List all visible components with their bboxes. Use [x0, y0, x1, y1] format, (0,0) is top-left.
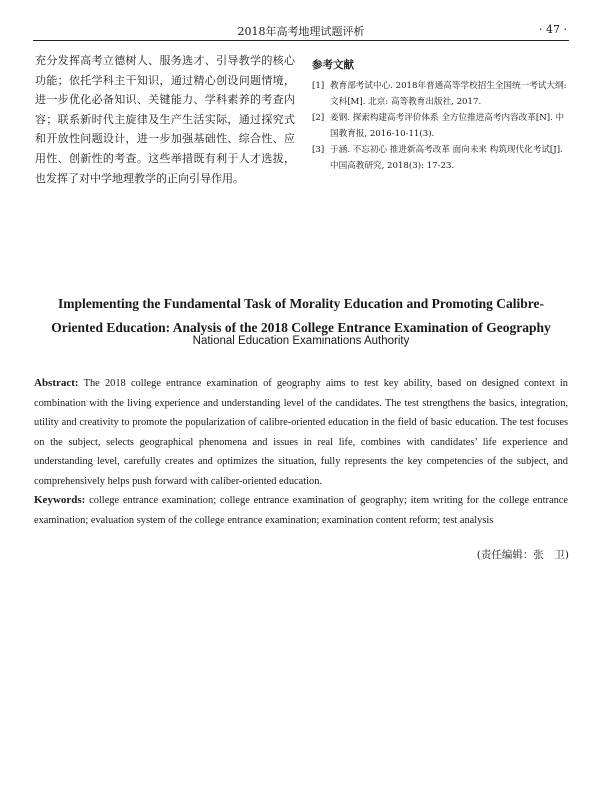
- reference-item: [312, 79, 572, 110]
- page-number: · 47 ·: [539, 23, 567, 36]
- english-author: National Education Examinations Authority: [192, 335, 410, 347]
- running-title: 2018年高考地理试题评析: [237, 25, 365, 38]
- references-section: [312, 57, 572, 175]
- abstract-text: The 2018 college entrance examination of geography aims to test key ability, based on designed context in combination with the living experience and understanding level of the candidates. The test strengthens the basics, integration, utility and creativity to promote the popularization of calibre-oriented education in the field of basic education. The test focuses on the subject, selects geographical phenomena and issues in real life, combines with candidates’ life experience and understanding level, carefully creates and optimizes the situation, fully represents the key competencies of the subject, and comprehensively helps push forward with caliber-oriented education.: [34, 378, 568, 487]
- page-header: [33, 20, 569, 41]
- reference-item: [312, 143, 572, 174]
- editor-note: (责任编辑：张 卫): [476, 549, 569, 561]
- keywords-paragraph: [34, 491, 568, 530]
- english-abstract-block: [34, 374, 568, 530]
- reference-number: [1]: [312, 81, 325, 91]
- english-title: [30, 292, 572, 340]
- reference-item: [312, 111, 572, 142]
- reference-number: [3]: [312, 145, 325, 155]
- reference-text: 教育部考试中心. 2018年普通高等学校招生全国统一考试大纲: 文科[M]. 北京: 高等教育出版社, 2017.: [330, 81, 567, 107]
- body-paragraph: 充分发挥高考立德树人、服务选才、引导教学的核心功能；依托学科主干知识，通过精心创设问题情境，进一步优化必备知识、关键能力、学科素养的考查内容；联系新时代主旋律及生产生活实际，通过探究式和开放性问题设计，进一步加强基础性、综合性、应用性、创新性的考查。这些举措既有利于人才选拔，也发挥了对中学地理教学的正向引导作用。: [35, 54, 295, 185]
- reference-text: 姜钢. 探索构建高考评价体系 全方位推进高考内容改革[N]. 中国教育报, 2016-10-11(3).: [330, 113, 565, 139]
- abstract-paragraph: [34, 374, 568, 491]
- body-column-left: [35, 51, 295, 188]
- english-title-line: Implementing the Fundamental Task of Morality Education and Promoting Calibre-: [58, 296, 544, 311]
- reference-text: 于涵. 不忘初心 推进新高考改革 面向未来 构筑现代化考试[J]. 中国高教研究, 2018(3): 17-23.: [330, 145, 563, 171]
- references-heading: 参考文献: [312, 59, 354, 71]
- reference-number: [2]: [312, 113, 325, 123]
- keywords-label: Keywords:: [34, 494, 86, 506]
- keywords-text: college entrance examination; college entrance examination of geography; item writing for the college entrance examination; evaluation system of the college entrance examination; examination content reform; test analysis: [34, 495, 568, 526]
- abstract-label: Abstract:: [34, 377, 79, 389]
- english-title-line: Oriented Education: Analysis of the 2018 College Entrance Examination of Geography: [51, 320, 551, 335]
